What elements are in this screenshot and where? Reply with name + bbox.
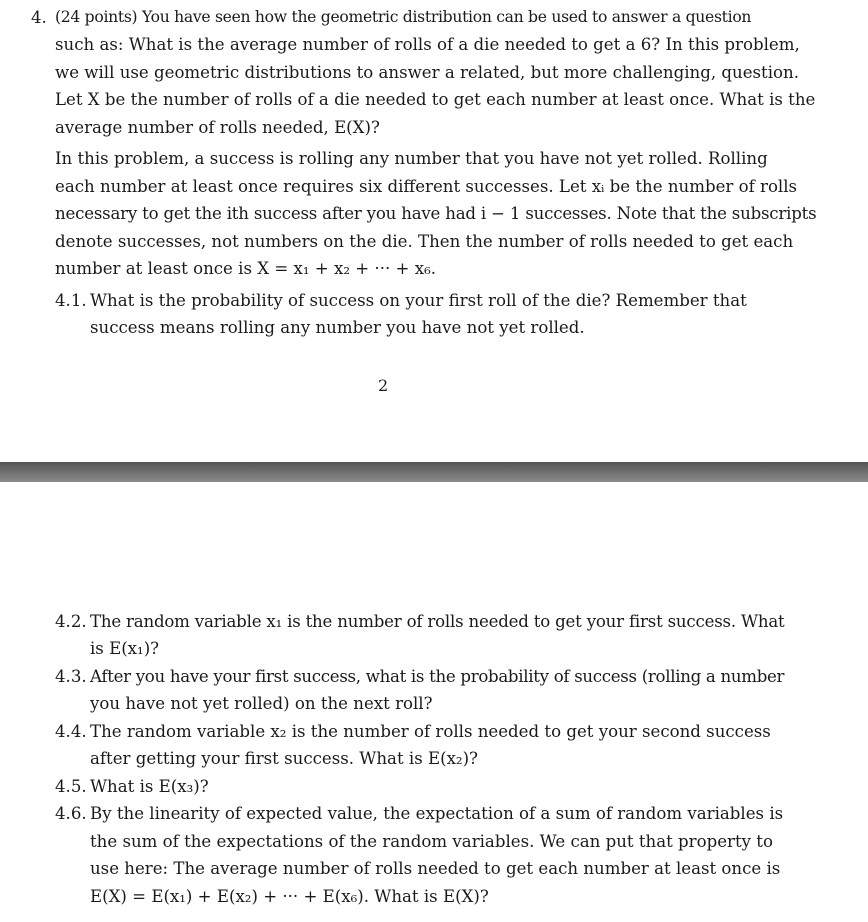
question-4-4-number: 4.4.	[55, 722, 87, 741]
problem-intro-line-4: Let X be the number of rolls of a die needed to get each number at least once. What is the	[55, 90, 816, 109]
question-4-6-line-3: use here: The average number of rolls needed to get each number at least once is	[90, 859, 781, 878]
problem-intro-line-1	[55, 8, 752, 26]
problem-intro-line-3: we will use geometric distributions to answer a related, but more challenging, question.	[55, 63, 799, 82]
question-4-5-number: 4.5.	[55, 777, 87, 796]
setup-line-2: each number at least once requires six different successes. Let xᵢ be the number of rolls	[55, 177, 798, 196]
question-4-1-line-1: What is the probability of success on your first roll of the die? Remember that	[90, 291, 747, 310]
problem-intro-text-1: You have seen how the geometric distribution can be used to answer a question	[142, 8, 752, 26]
question-4-6-line-2: the sum of the expectations of the random variables. We can put that property to	[90, 832, 773, 851]
question-4-2-number: 4.2.	[55, 612, 87, 631]
problem-points: (24 points)	[55, 8, 138, 26]
question-4-2-line-1: The random variable x₁ is the number of rolls needed to get your first success. What	[90, 612, 785, 631]
setup-line-4: denote successes, not numbers on the die. Then the number of rolls needed to get each	[55, 232, 794, 251]
setup-line-3: necessary to get the ith success after you have had i − 1 successes. Note that the subscripts	[55, 204, 817, 223]
question-4-4-line-2: after getting your first success. What is E(x₂)?	[90, 749, 478, 768]
setup-line-5: number at least once is X = x₁ + x₂ + ··· + x₆.	[55, 259, 436, 278]
problem-intro-line-2: such as: What is the average number of rolls of a die needed to get a 6? In this problem,	[55, 35, 800, 54]
question-4-3-number: 4.3.	[55, 667, 87, 686]
problem-intro-line-5: average number of rolls needed, E(X)?	[55, 118, 380, 137]
question-4-6-line-1: By the linearity of expected value, the expectation of a sum of random variables is	[90, 804, 784, 823]
setup-line-1: In this problem, a success is rolling any number that you have not yet rolled. Rolling	[55, 149, 768, 168]
question-4-1-number: 4.1.	[55, 291, 87, 310]
question-4-4-line-1: The random variable x₂ is the number of rolls needed to get your second success	[90, 722, 771, 741]
question-4-3-line-2: you have not yet rolled) on the next roll?	[90, 694, 433, 713]
question-4-6-line-4: E(X) = E(x₁) + E(x₂) + ··· + E(x₆). What is E(X)?	[90, 887, 489, 906]
question-4-5-line-1: What is E(x₃)?	[90, 777, 209, 796]
page-separator	[0, 462, 868, 482]
question-4-3-line-1: After you have your first success, what is the probability of success (rolling a number	[90, 667, 785, 686]
question-4-2-line-2: is E(x₁)?	[90, 639, 160, 658]
page-bottom	[0, 482, 868, 922]
question-4-1-line-2: success means rolling any number you have not yet rolled.	[90, 318, 585, 337]
question-4-6-number: 4.6.	[55, 804, 87, 823]
page-number: 2	[378, 376, 389, 395]
problem-number: 4.	[31, 8, 47, 27]
